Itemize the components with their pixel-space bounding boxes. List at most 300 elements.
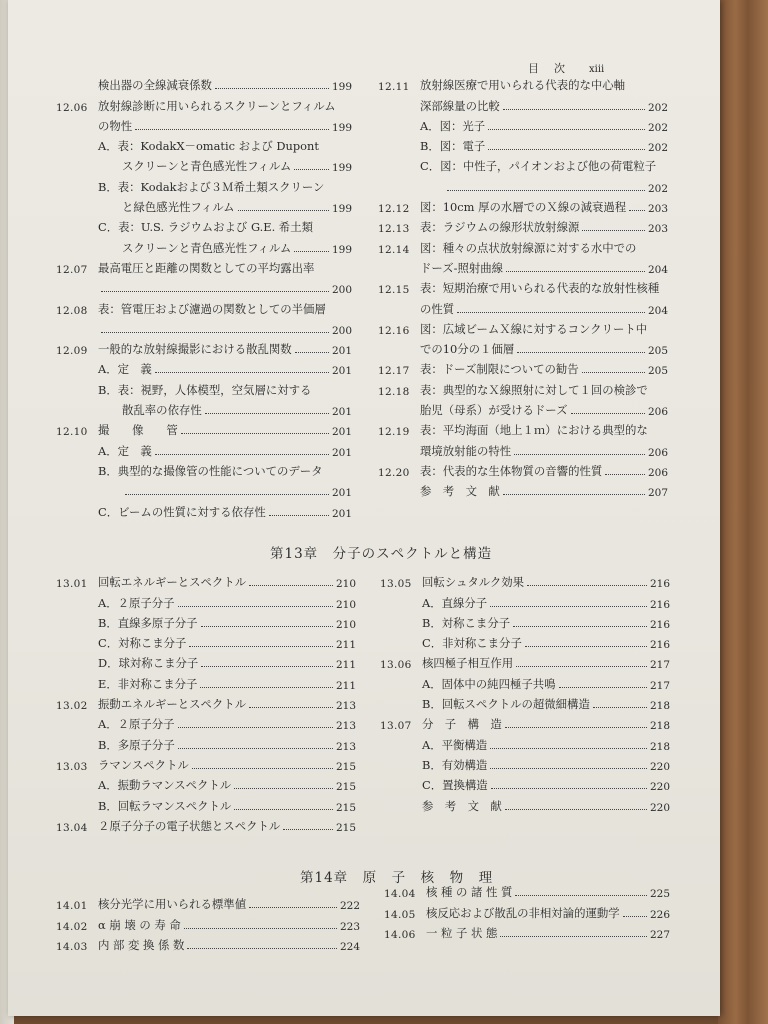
toc-entry-title: A．固体中の純四極子共鳴 — [422, 676, 556, 691]
toc-entry-number: 12.14 — [378, 243, 410, 256]
toc-entry — [380, 753, 670, 773]
toc-entry — [380, 671, 670, 691]
toc-entry-title: スクリーンと青色感光性フィルム — [122, 159, 292, 174]
leader-dots — [269, 515, 329, 516]
toc-entry-title: 放射線医療で用いられる代表的な中心軸 — [420, 78, 626, 93]
toc-entry-page: 205 — [647, 345, 668, 358]
toc-column-ch14-right — [384, 880, 670, 941]
toc-entry-page: 215 — [335, 801, 356, 814]
toc-entry-title: C．図：中性子，パイオンおよび他の荷電粒子 — [420, 159, 657, 174]
toc-entry-title: 図：種々の点状放射線源に対する水中での — [420, 240, 637, 255]
toc-entry-page: 215 — [335, 821, 356, 834]
toc-entry-page: 202 — [647, 182, 668, 195]
toc-entry — [56, 215, 352, 235]
toc-entry-page: 201 — [331, 507, 352, 520]
toc-entry-title: 核 種 の 諸 性 質 — [426, 885, 513, 900]
toc-entry-number: 12.10 — [56, 426, 88, 439]
toc-entry-number: 12.16 — [378, 324, 410, 337]
toc-entry-title: 表：ラジウムの線形状放射線源 — [420, 220, 580, 235]
toc-entry-page: 226 — [649, 908, 670, 921]
leader-dots — [178, 748, 333, 749]
toc-entry-title: A．定 義 — [98, 443, 152, 458]
toc-entry-title: 内 部 変 換 係 数 — [98, 937, 185, 952]
toc-entry-title: D．球対称こま分子 — [98, 656, 199, 671]
toc-entry — [378, 174, 668, 194]
toc-entry-title: A．表：KodakX－omatic および Dupont — [98, 139, 319, 154]
toc-entry — [56, 337, 352, 357]
toc-entry-page: 203 — [647, 223, 668, 236]
toc-entry-number: 14.02 — [56, 920, 88, 933]
toc-entry-number: 13.06 — [380, 659, 412, 672]
toc-entry-title: の性質 — [420, 301, 455, 316]
toc-entry — [380, 570, 670, 590]
toc-entry — [378, 73, 668, 93]
toc-entry-page: 217 — [649, 659, 670, 672]
leader-dots — [155, 454, 329, 455]
toc-entry — [380, 631, 670, 651]
toc-entry-page: 210 — [335, 578, 356, 591]
toc-entry-page: 204 — [647, 304, 668, 317]
toc-entry-page: 223 — [339, 920, 360, 933]
toc-entry-page: 200 — [331, 324, 352, 337]
header-page-number: xiii — [589, 64, 605, 75]
leader-dots — [571, 413, 645, 414]
toc-entry-number: 12.17 — [378, 365, 410, 378]
toc-entry — [378, 377, 668, 397]
toc-entry-page: 206 — [647, 446, 668, 459]
toc-entry-number: 12.18 — [378, 385, 410, 398]
toc-entry — [56, 73, 352, 93]
toc-entry-page: 216 — [649, 639, 670, 652]
leader-dots — [181, 433, 329, 434]
toc-entry — [384, 921, 670, 941]
toc-entry-page: 210 — [335, 598, 356, 611]
toc-entry-page: 225 — [649, 888, 670, 901]
leader-dots — [582, 372, 645, 373]
toc-entry-title: B．表：Kodakおよび３Ｍ希土類スクリーン — [98, 179, 325, 194]
toc-entry-title: C．置換構造 — [422, 778, 488, 793]
toc-entry-title: 表：短期治療で用いられる代表的な放射性核種 — [420, 281, 660, 296]
toc-entry-number: 12.09 — [56, 345, 88, 358]
leader-dots — [294, 169, 329, 170]
toc-entry-number: 13.03 — [56, 760, 88, 773]
toc-entry-title: 深部線量の比較 — [420, 98, 500, 113]
leader-dots — [249, 707, 333, 708]
toc-entry-page: 213 — [335, 700, 356, 713]
toc-entry-page: 216 — [649, 598, 670, 611]
toc-entry-title: 参 考 文 献 — [422, 798, 502, 813]
leader-dots — [490, 748, 647, 749]
toc-entry-title: 表：ドーズ制限についての勧告 — [420, 362, 579, 377]
toc-entry-page: 217 — [649, 679, 670, 692]
toc-entry-title: A．平衡構造 — [422, 737, 488, 752]
leader-dots — [249, 585, 333, 586]
toc-entry — [56, 692, 356, 712]
toc-entry-page: 211 — [335, 639, 356, 652]
toc-entry — [56, 459, 352, 479]
leader-dots — [200, 687, 333, 688]
toc-entry-title: 回転シュタルク効果 — [422, 575, 525, 590]
leader-dots — [187, 948, 337, 949]
toc-entry-page: 218 — [649, 700, 670, 713]
toc-entry-page: 215 — [335, 781, 356, 794]
toc-entry — [56, 317, 352, 337]
leader-dots — [629, 210, 645, 211]
toc-entry — [56, 93, 352, 113]
toc-entry-title: B．表：視野，人体模型，空気層に対する — [98, 382, 312, 397]
toc-entry-title: A．２原子分子 — [98, 717, 175, 732]
leader-dots — [101, 332, 329, 333]
toc-entry — [380, 793, 670, 813]
header-title: 目 次 — [528, 62, 567, 75]
toc-entry-title: 一般的な放射線撮影における散乱関数 — [98, 342, 292, 357]
toc-entry-page: 199 — [331, 203, 352, 216]
toc-entry-page: 211 — [335, 659, 356, 672]
toc-entry — [56, 753, 356, 773]
leader-dots — [516, 666, 647, 667]
toc-entry — [56, 892, 360, 912]
toc-entry — [56, 154, 352, 174]
toc-entry-page: 199 — [331, 121, 352, 134]
toc-entry-title: 参 考 文 献 — [420, 484, 500, 499]
toc-entry — [56, 438, 352, 458]
leader-dots — [457, 312, 645, 313]
toc-entry-page: 201 — [331, 345, 352, 358]
leader-dots — [215, 88, 329, 89]
toc-column-ch12-left — [56, 73, 352, 520]
toc-entry-number: 13.05 — [380, 578, 412, 591]
toc-entry — [56, 114, 352, 134]
toc-column-ch12-right — [378, 73, 668, 499]
leader-dots — [593, 707, 647, 708]
toc-entry-title: A．振動ラマンスペクトル — [98, 778, 232, 793]
toc-entry-page: 213 — [335, 740, 356, 753]
leader-dots — [605, 474, 645, 475]
toc-entry-title: 表：代表的な生体物質の音響的性質 — [420, 463, 603, 478]
leader-dots — [513, 626, 647, 627]
leader-dots — [101, 291, 329, 292]
toc-entry-title: 回転エネルギーとスペクトル — [98, 575, 247, 590]
toc-entry — [56, 499, 352, 519]
toc-entry-page: 216 — [649, 618, 670, 631]
toc-entry-number: 12.08 — [56, 304, 88, 317]
toc-entry-number: 13.07 — [380, 720, 412, 733]
toc-entry — [380, 732, 670, 752]
toc-entry-page: 201 — [331, 487, 352, 500]
chapter-13-heading: 第13章 分子のスペクトルと構造 — [270, 546, 493, 562]
toc-entry-number: 13.04 — [56, 821, 88, 834]
leader-dots — [491, 788, 647, 789]
toc-entry-page: 207 — [647, 487, 668, 500]
toc-entry — [56, 296, 352, 316]
toc-entry — [378, 317, 668, 337]
toc-entry — [378, 438, 668, 458]
toc-entry — [380, 712, 670, 732]
toc-entry-title: と緑色感光性フィルム — [122, 200, 235, 215]
leader-dots — [178, 727, 333, 728]
leader-dots — [201, 666, 333, 667]
toc-entry-page: 227 — [649, 928, 670, 941]
toc-entry-number: 12.15 — [378, 284, 410, 297]
toc-entry-title: α 崩 壊 の 寿 命 — [98, 917, 181, 932]
toc-column-ch14-left — [56, 892, 360, 953]
toc-entry — [56, 611, 356, 631]
toc-entry — [378, 357, 668, 377]
toc-column-ch13-left — [56, 570, 356, 834]
toc-entry — [380, 692, 670, 712]
toc-entry-title: E．非対称こま分子 — [98, 676, 198, 691]
toc-entry — [56, 814, 356, 834]
leader-dots — [582, 230, 645, 231]
toc-entry-title: A．２原子分子 — [98, 595, 175, 610]
toc-entry-page: 218 — [649, 740, 670, 753]
toc-entry — [378, 93, 668, 113]
toc-entry — [378, 235, 668, 255]
toc-entry — [378, 296, 668, 316]
toc-entry-title: 振動エネルギーとスペクトル — [98, 697, 247, 712]
toc-entry-title: の物性 — [98, 118, 133, 133]
leader-dots — [506, 271, 645, 272]
toc-entry — [378, 459, 668, 479]
leader-dots — [192, 768, 333, 769]
toc-entry-title: B．図：電子 — [420, 139, 486, 154]
leader-dots — [249, 907, 337, 908]
toc-entry-title: B．回転ラマンスペクトル — [98, 798, 232, 813]
toc-entry — [380, 611, 670, 631]
toc-entry-title: 表：管電圧および濾過の関数としての半価層 — [98, 301, 326, 316]
leader-dots — [525, 646, 647, 647]
toc-entry-page: 200 — [331, 284, 352, 297]
toc-entry-title: 放射線診断に用いられるスクリーンとフィルム — [98, 98, 336, 113]
leader-dots — [205, 413, 329, 414]
toc-entry-number: 13.01 — [56, 578, 88, 591]
leader-dots — [503, 494, 645, 495]
toc-entry-number: 13.02 — [56, 700, 88, 713]
toc-entry — [378, 215, 668, 235]
toc-entry — [384, 880, 670, 900]
leader-dots — [201, 626, 333, 627]
toc-entry-title: 環境放射能の特性 — [420, 443, 512, 458]
toc-entry — [56, 671, 356, 691]
leader-dots — [135, 129, 329, 130]
toc-entry-page: 202 — [647, 121, 668, 134]
toc-entry — [56, 195, 352, 215]
leader-dots — [283, 829, 333, 830]
toc-entry-page: 215 — [335, 760, 356, 773]
toc-entry-title: 分 子 構 造 — [422, 717, 502, 732]
toc-entry — [378, 195, 668, 215]
toc-entry-page: 199 — [331, 243, 352, 256]
toc-entry-title: ２原子分子の電子状態とスペクトル — [98, 818, 281, 833]
toc-entry-title: B．典型的な撮像管の性能についてのデータ — [98, 463, 323, 478]
toc-entry — [56, 276, 352, 296]
toc-entry-title: B．多原子分子 — [98, 737, 175, 752]
toc-entry-page: 202 — [647, 142, 668, 155]
toc-entry — [56, 631, 356, 651]
toc-entry-title: 核分光学に用いられる標準値 — [98, 897, 247, 912]
toc-entry-title: 検出器の全線減衰係数 — [98, 78, 212, 93]
toc-entry-page: 201 — [331, 406, 352, 419]
toc-entry-title: ラマンスペクトル — [98, 757, 189, 772]
toc-entry-title: B．対称こま分子 — [422, 615, 511, 630]
toc-entry-page: 222 — [339, 900, 360, 913]
toc-entry — [384, 900, 670, 920]
toc-entry-page: 218 — [649, 720, 670, 733]
toc-entry-page: 204 — [647, 263, 668, 276]
toc-entry-page: 220 — [649, 801, 670, 814]
toc-entry — [56, 712, 356, 732]
toc-entry-title: A．図：光子 — [420, 118, 486, 133]
toc-entry — [56, 235, 352, 255]
leader-dots — [295, 352, 329, 353]
toc-entry — [378, 276, 668, 296]
toc-entry-page: 213 — [335, 720, 356, 733]
toc-entry-page: 201 — [331, 426, 352, 439]
toc-entry-page: 199 — [331, 81, 352, 94]
toc-entry-number: 12.11 — [378, 81, 410, 94]
toc-entry — [56, 912, 360, 932]
toc-entry-title: 核反応および散乱の非相対論的運動学 — [426, 905, 620, 920]
toc-entry-page: 202 — [647, 101, 668, 114]
toc-entry — [378, 134, 668, 154]
toc-entry-title: 図：10cm 厚の水層でのＸ線の減衰過程 — [420, 200, 627, 215]
leader-dots — [500, 936, 647, 937]
toc-entry — [56, 933, 360, 953]
toc-entry-number: 14.01 — [56, 900, 88, 913]
toc-entry — [378, 337, 668, 357]
leader-dots — [559, 687, 647, 688]
toc-entry — [56, 651, 356, 671]
toc-entry-page: 210 — [335, 618, 356, 631]
toc-entry-page: 216 — [649, 578, 670, 591]
leader-dots — [178, 606, 333, 607]
book-page — [8, 0, 720, 1016]
chapter-14-heading: 第14章 原 子 核 物 理 — [300, 870, 494, 886]
leader-dots — [488, 129, 645, 130]
toc-entry-title: C．ビームの性質に対する依存性 — [98, 504, 266, 519]
toc-entry — [56, 357, 352, 377]
leader-dots — [527, 585, 647, 586]
leader-dots — [517, 352, 645, 353]
toc-entry — [56, 256, 352, 276]
leader-dots — [234, 788, 333, 789]
leader-dots — [623, 916, 647, 917]
toc-entry-page: 220 — [649, 781, 670, 794]
toc-entry-title: A．定 義 — [98, 362, 152, 377]
toc-entry-title: 表：典型的なＸ線照射に対して１回の検診で — [420, 382, 648, 397]
toc-entry — [56, 793, 356, 813]
leader-dots — [488, 149, 645, 150]
toc-entry-title: A．直線分子 — [422, 595, 488, 610]
leader-dots — [515, 895, 647, 896]
toc-entry-page: 206 — [647, 466, 668, 479]
toc-entry — [56, 479, 352, 499]
toc-entry-page: 199 — [331, 162, 352, 175]
toc-entry — [380, 773, 670, 793]
leader-dots — [514, 454, 645, 455]
toc-entry — [56, 398, 352, 418]
toc-entry — [56, 174, 352, 194]
wood-background — [718, 0, 768, 1024]
toc-entry-title: B．直線多原子分子 — [98, 615, 198, 630]
toc-entry — [56, 134, 352, 154]
toc-entry — [56, 377, 352, 397]
toc-entry — [56, 418, 352, 438]
toc-entry-title: スクリーンと青色感光性フィルム — [122, 240, 292, 255]
toc-entry — [378, 479, 668, 499]
toc-entry-page: 224 — [339, 940, 360, 953]
toc-entry-title: 散乱率の依存性 — [122, 403, 202, 418]
toc-entry-title: 一 粒 子 状 態 — [426, 925, 498, 940]
toc-entry-title: での10分の１価層 — [420, 342, 515, 357]
toc-entry-page: 201 — [331, 446, 352, 459]
toc-entry-title: 胎児（母系）が受けるドーズ — [420, 403, 568, 418]
toc-entry-title: 最高電圧と距離の関数としての平均露出率 — [98, 260, 315, 275]
toc-entry — [380, 651, 670, 671]
toc-entry — [56, 773, 356, 793]
toc-entry-title: C．非対称こま分子 — [422, 636, 522, 651]
toc-entry-page: 206 — [647, 406, 668, 419]
toc-entry-title: 撮 像 管 — [98, 423, 178, 438]
toc-entry-page: 205 — [647, 365, 668, 378]
leader-dots — [505, 809, 647, 810]
toc-entry-title: B．回転スペクトルの超微細構造 — [422, 697, 590, 712]
toc-column-ch13-right — [380, 570, 670, 814]
toc-entry — [378, 154, 668, 174]
toc-entry-number: 14.05 — [384, 908, 416, 921]
toc-entry — [56, 570, 356, 590]
leader-dots — [184, 928, 337, 929]
toc-entry-page: 203 — [647, 203, 668, 216]
toc-entry-number: 12.19 — [378, 426, 410, 439]
toc-entry — [378, 114, 668, 134]
toc-entry-number: 12.13 — [378, 223, 410, 236]
toc-entry-title: C．対称こま分子 — [98, 636, 187, 651]
leader-dots — [503, 109, 645, 110]
toc-entry — [378, 256, 668, 276]
toc-entry-title: 核四極子相互作用 — [422, 656, 514, 671]
toc-entry — [378, 398, 668, 418]
leader-dots — [490, 768, 647, 769]
leader-dots — [505, 727, 647, 728]
toc-entry-page: 201 — [331, 365, 352, 378]
toc-entry — [56, 732, 356, 752]
toc-entry-number: 12.12 — [378, 203, 410, 216]
leader-dots — [125, 494, 329, 495]
leader-dots — [238, 210, 329, 211]
toc-entry — [378, 418, 668, 438]
toc-entry — [380, 590, 670, 610]
toc-entry-page: 220 — [649, 760, 670, 773]
toc-entry-number: 12.06 — [56, 101, 88, 114]
toc-entry-title: 表：平均海面（地上１ｍ）における典型的な — [420, 423, 648, 438]
toc-entry-number: 12.20 — [378, 466, 410, 479]
leader-dots — [294, 251, 329, 252]
leader-dots — [490, 606, 647, 607]
toc-entry-page: 211 — [335, 679, 356, 692]
toc-entry-title: 図：広域ビームＸ線に対するコンクリート中 — [420, 321, 648, 336]
leader-dots — [447, 190, 645, 191]
leader-dots — [155, 372, 329, 373]
toc-entry-title: ドーズ-照射曲線 — [420, 260, 504, 275]
toc-entry — [56, 590, 356, 610]
toc-entry-number: 12.07 — [56, 263, 88, 276]
toc-entry-title: B．有効構造 — [422, 757, 488, 772]
toc-entry-number: 14.04 — [384, 888, 416, 901]
toc-entry-number: 14.03 — [56, 940, 88, 953]
toc-entry-title: C．表：U.S. ラジウムおよび G.E. 希土類 — [98, 220, 313, 235]
toc-entry-number: 14.06 — [384, 928, 416, 941]
